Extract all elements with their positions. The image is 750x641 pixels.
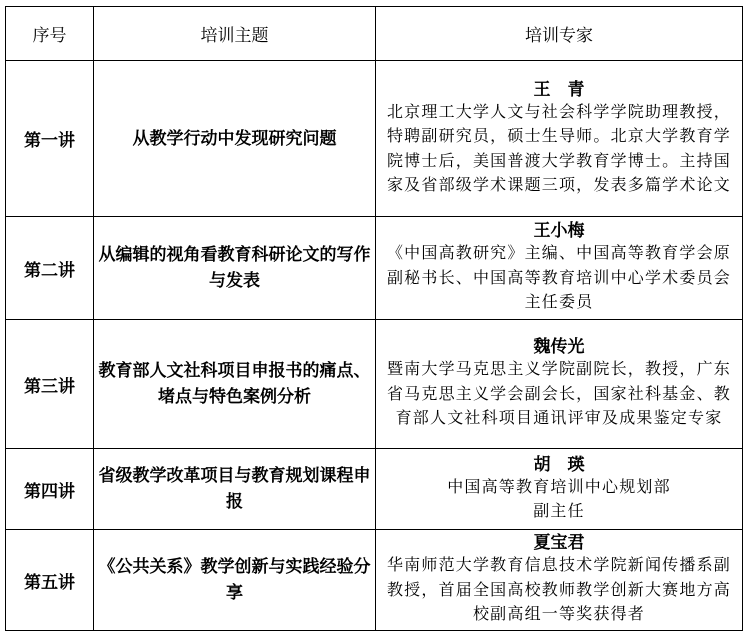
lecture-index: 第三讲 <box>6 320 94 449</box>
lecture-index: 第五讲 <box>6 530 94 631</box>
expert-name: 王小梅 <box>533 221 585 242</box>
expert-bio: 《中国高教研究》主编、中国高等教育学会原副秘书长、中国高等教育培训中心学术委员会主任委员 <box>386 243 731 312</box>
expert-bio: 中国高等教育培训中心规划部副主任 <box>447 476 671 520</box>
expert-cell <box>376 320 743 449</box>
header-topic: 培训主题 <box>94 7 376 61</box>
expert-name: 王 青 <box>533 79 585 100</box>
expert-bio: 北京理工大学人文与社会科学学院助理教授，特聘副研究员，硕士生导师。北京大学教育学院博士后，美国普渡大学教育学博士。主持国家及省部级学术课题三项，发表多篇学术论文 <box>386 101 731 194</box>
header-row <box>6 7 743 61</box>
expert-name: 魏传光 <box>533 337 585 358</box>
table-row <box>6 320 743 449</box>
training-schedule-table <box>5 6 743 631</box>
expert-cell <box>376 217 743 320</box>
expert-name: 夏宝君 <box>533 533 585 554</box>
expert-cell <box>376 61 743 217</box>
lecture-index: 第一讲 <box>6 61 94 217</box>
table-row <box>6 217 743 320</box>
expert-cell <box>376 530 743 631</box>
expert-bio: 华南师范大学教育信息技术学院新闻传播系副教授，首届全国高校教师教学创新大赛地方高校副高组一等奖获得者 <box>386 555 731 624</box>
lecture-topic: 省级教学改革项目与教育规划课程申报 <box>94 449 376 530</box>
lecture-topic: 教育部人文社科项目申报书的痛点、堵点与特色案例分析 <box>94 320 376 449</box>
lecture-topic: 从编辑的视角看教育科研论文的写作与发表 <box>94 217 376 320</box>
table-row <box>6 61 743 217</box>
lecture-topic: 《公共关系》教学创新与实践经验分享 <box>94 530 376 631</box>
lecture-index: 第二讲 <box>6 217 94 320</box>
table-row <box>6 530 743 631</box>
expert-name: 胡 瑛 <box>533 454 585 475</box>
lecture-topic: 从教学行动中发现研究问题 <box>94 61 376 217</box>
header-experts: 培训专家 <box>376 7 743 61</box>
table-row <box>6 449 743 530</box>
expert-cell <box>376 449 743 530</box>
header-index: 序号 <box>6 7 94 61</box>
lecture-index: 第四讲 <box>6 449 94 530</box>
expert-bio: 暨南大学马克思主义学院副院长，教授，广东省马克思主义学会副会长，国家社科基金、教育部人文社科项目通讯评审及成果鉴定专家 <box>386 359 731 428</box>
